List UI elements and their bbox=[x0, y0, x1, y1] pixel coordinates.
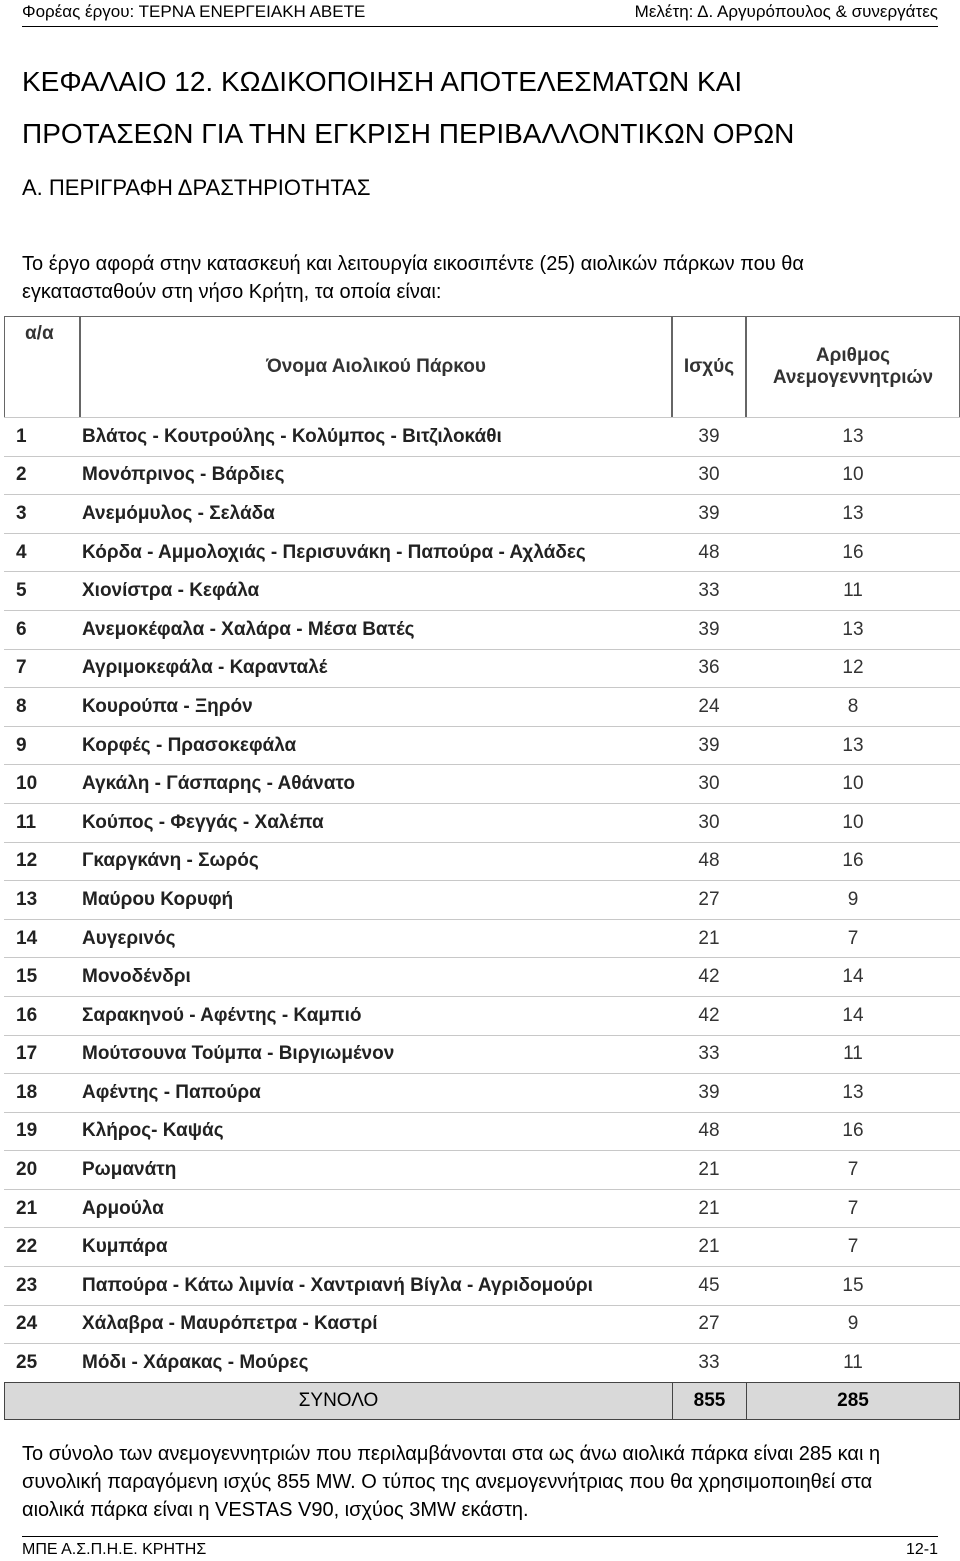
cell-name: Σαρακηνού - Αφέντης - Καμπιό bbox=[80, 996, 672, 1035]
cell-num: 15 bbox=[4, 957, 80, 996]
cell-num: 18 bbox=[4, 1073, 80, 1112]
cell-turbines: 16 bbox=[746, 533, 960, 572]
cell-num: 12 bbox=[4, 842, 80, 881]
cell-turbines: 14 bbox=[746, 957, 960, 996]
cell-name: Μούτσουνα Τούμπα - Βιργιωμένον bbox=[80, 1035, 672, 1074]
footer-document: ΜΠΕ Α.Σ.Π.Η.Ε. ΚΡΗΤΗΣ bbox=[22, 1541, 207, 1558]
cell-num: 6 bbox=[4, 610, 80, 649]
cell-num: 7 bbox=[4, 649, 80, 688]
study-info bbox=[635, 0, 938, 24]
header-divider bbox=[22, 26, 938, 27]
cell-turbines: 13 bbox=[746, 610, 960, 649]
table-row bbox=[4, 1343, 960, 1382]
header-num: α/α bbox=[4, 316, 80, 417]
table-row bbox=[4, 996, 960, 1035]
cell-name: Βλάτος - Κουτρούλης - Κολύμπος - Βιτζιλοκάθι bbox=[80, 417, 672, 456]
cell-power: 39 bbox=[672, 417, 746, 456]
cell-power: 27 bbox=[672, 880, 746, 919]
cell-name: Χάλαβρα - Μαυρόπετρα - Καστρί bbox=[80, 1305, 672, 1344]
cell-turbines: 12 bbox=[746, 649, 960, 688]
cell-num: 10 bbox=[4, 764, 80, 803]
cell-turbines: 11 bbox=[746, 1035, 960, 1074]
cell-name: Κυμπάρα bbox=[80, 1227, 672, 1266]
cell-num: 17 bbox=[4, 1035, 80, 1074]
cell-num: 21 bbox=[4, 1189, 80, 1228]
cell-power: 27 bbox=[672, 1305, 746, 1344]
cell-turbines: 13 bbox=[746, 494, 960, 533]
table-row bbox=[4, 880, 960, 919]
cell-turbines: 11 bbox=[746, 1343, 960, 1382]
summary-paragraph: Το σύνολο των ανεμογεννητριών που περιλαμβάνονται στα ως άνω αιολικά πάρκα είναι 285 και η συνολική παραγόμενη ισχύς 855 MW. Ο τύπος της ανεμογεννήτριας που θα χρησιμοποιηθεί στα αιολικά πάρκα είναι η VESTAS V90, ισχύος 3MW εκάστη. bbox=[22, 1443, 881, 1521]
cell-name: Παπούρα - Κάτω λιμνία - Χαντριανή Βίγλα - Αγριδομούρι bbox=[80, 1266, 672, 1305]
cell-power: 39 bbox=[672, 494, 746, 533]
client-label: Φορέας έργου: bbox=[22, 2, 135, 21]
cell-turbines: 9 bbox=[746, 1305, 960, 1344]
cell-turbines: 7 bbox=[746, 1227, 960, 1266]
cell-name: Κουρούπα - Ξηρόν bbox=[80, 687, 672, 726]
cell-name: Κορφές - Πρασοκεφάλα bbox=[80, 726, 672, 765]
total-label: ΣΥΝΟΛΟ bbox=[4, 1382, 672, 1420]
chapter-title-line-1: ΚΕΦΑΛΑΙΟ 12. ΚΩΔΙΚΟΠΟΙΗΣΗ ΑΠΟΤΕΛΕΣΜΑΤΩΝ ΚΑΙ bbox=[22, 66, 743, 97]
cell-name: Αρμούλα bbox=[80, 1189, 672, 1228]
total-row bbox=[4, 1382, 960, 1420]
cell-power: 48 bbox=[672, 842, 746, 881]
cell-power: 30 bbox=[672, 456, 746, 495]
cell-turbines: 14 bbox=[746, 996, 960, 1035]
cell-num: 4 bbox=[4, 533, 80, 572]
table-row bbox=[4, 649, 960, 688]
table-row bbox=[4, 919, 960, 958]
table-row bbox=[4, 1073, 960, 1112]
cell-num: 5 bbox=[4, 571, 80, 610]
table-row bbox=[4, 1112, 960, 1151]
cell-turbines: 15 bbox=[746, 1266, 960, 1305]
chapter-title bbox=[22, 56, 938, 160]
header-turbines-line-1: Αριθμος bbox=[815, 345, 891, 366]
wind-parks-table bbox=[4, 316, 960, 1420]
cell-turbines: 8 bbox=[746, 687, 960, 726]
cell-power: 24 bbox=[672, 687, 746, 726]
table-row bbox=[4, 1150, 960, 1189]
cell-turbines: 10 bbox=[746, 456, 960, 495]
cell-num: 16 bbox=[4, 996, 80, 1035]
cell-num: 24 bbox=[4, 1305, 80, 1344]
header-power: Ισχύς bbox=[672, 316, 746, 417]
table-row bbox=[4, 726, 960, 765]
client-info bbox=[22, 0, 365, 24]
client-value: ΤΕΡΝΑ ΕΝΕΡΓΕΙΑΚΗ ΑΒΕΤΕ bbox=[138, 2, 366, 21]
cell-num: 1 bbox=[4, 417, 80, 456]
study-label: Μελέτη: bbox=[634, 2, 694, 21]
cell-num: 20 bbox=[4, 1150, 80, 1189]
cell-turbines: 13 bbox=[746, 726, 960, 765]
table-row bbox=[4, 610, 960, 649]
cell-name: Μονόπρινος - Βάρδιες bbox=[80, 456, 672, 495]
cell-num: 9 bbox=[4, 726, 80, 765]
cell-turbines: 13 bbox=[746, 1073, 960, 1112]
cell-name: Γκαργκάνη - Σωρός bbox=[80, 842, 672, 881]
cell-name: Αφέντης - Παπούρα bbox=[80, 1073, 672, 1112]
cell-name: Ανεμόμυλος - Σελάδα bbox=[80, 494, 672, 533]
cell-num: 14 bbox=[4, 919, 80, 958]
table-row bbox=[4, 1035, 960, 1074]
cell-name: Κόρδα - Αμμολοχιάς - Περισυνάκη - Παπούρα - Αχλάδες bbox=[80, 533, 672, 572]
table-row bbox=[4, 1305, 960, 1344]
cell-name: Αυγερινός bbox=[80, 919, 672, 958]
cell-num: 2 bbox=[4, 456, 80, 495]
study-value: Δ. Αργυρόπουλος & συνεργάτες bbox=[697, 2, 938, 21]
table-row bbox=[4, 1266, 960, 1305]
cell-turbines: 16 bbox=[746, 842, 960, 881]
cell-power: 42 bbox=[672, 996, 746, 1035]
page-header bbox=[22, 0, 938, 26]
cell-num: 8 bbox=[4, 687, 80, 726]
table-row bbox=[4, 957, 960, 996]
cell-power: 21 bbox=[672, 1150, 746, 1189]
section-title: Α. ΠΕΡΙΓΡΑΦΗ ΔΡΑΣΤΗΡΙΟΤΗΤΑΣ bbox=[22, 175, 371, 200]
cell-name: Μόδι - Χάρακας - Μούρες bbox=[80, 1343, 672, 1382]
cell-turbines: 7 bbox=[746, 919, 960, 958]
cell-turbines: 7 bbox=[746, 1150, 960, 1189]
cell-power: 33 bbox=[672, 571, 746, 610]
cell-power: 42 bbox=[672, 957, 746, 996]
cell-power: 48 bbox=[672, 1112, 746, 1151]
cell-power: 21 bbox=[672, 1189, 746, 1228]
chapter-title-line-2: ΠΡΟΤΑΣΕΩΝ ΓΙΑ ΤΗΝ ΕΓΚΡΙΣΗ ΠΕΡΙΒΑΛΛΟΝΤΙΚΩΝ ΟΡΩΝ bbox=[22, 118, 795, 149]
cell-turbines: 10 bbox=[746, 764, 960, 803]
cell-num: 3 bbox=[4, 494, 80, 533]
cell-power: 33 bbox=[672, 1343, 746, 1382]
cell-name: Ανεμοκέφαλα - Χαλάρα - Μέσα Βατές bbox=[80, 610, 672, 649]
cell-name: Κούπος - Φεγγάς - Χαλέπα bbox=[80, 803, 672, 842]
total-turbines: 285 bbox=[746, 1382, 960, 1420]
page-number: 12-1 bbox=[905, 1541, 938, 1558]
cell-name: Αγκάλη - Γάσπαρης - Αθάνατο bbox=[80, 764, 672, 803]
cell-power: 30 bbox=[672, 803, 746, 842]
cell-num: 13 bbox=[4, 880, 80, 919]
page-footer bbox=[22, 1536, 938, 1559]
cell-power: 39 bbox=[672, 726, 746, 765]
table-row bbox=[4, 803, 960, 842]
cell-name: Αγριμοκεφάλα - Καρανταλέ bbox=[80, 649, 672, 688]
cell-name: Μονοδένδρι bbox=[80, 957, 672, 996]
cell-num: 19 bbox=[4, 1112, 80, 1151]
cell-turbines: 13 bbox=[746, 417, 960, 456]
cell-num: 22 bbox=[4, 1227, 80, 1266]
table-row bbox=[4, 687, 960, 726]
cell-turbines: 7 bbox=[746, 1189, 960, 1228]
table-body bbox=[4, 417, 960, 1382]
table-row bbox=[4, 456, 960, 495]
cell-name: Ρωμανάτη bbox=[80, 1150, 672, 1189]
cell-num: 25 bbox=[4, 1343, 80, 1382]
table-row bbox=[4, 533, 960, 572]
table-row bbox=[4, 1189, 960, 1228]
cell-power: 21 bbox=[672, 919, 746, 958]
header-name: Όνομα Αιολικού Πάρκου bbox=[80, 316, 672, 417]
table-row bbox=[4, 842, 960, 881]
cell-power: 33 bbox=[672, 1035, 746, 1074]
table-header-row bbox=[4, 316, 960, 417]
intro-paragraph: Το έργο αφορά στην κατασκευή και λειτουργία εικοσιπέντε (25) αιολικών πάρκων που θα εγκατασταθούν στη νήσο Κρήτη, τα οποία είναι: bbox=[22, 253, 804, 303]
total-power: 855 bbox=[672, 1382, 746, 1420]
header-turbines-line-2: Ανεμογεννητριών bbox=[772, 367, 934, 388]
cell-power: 21 bbox=[672, 1227, 746, 1266]
cell-power: 39 bbox=[672, 1073, 746, 1112]
cell-name: Κλήρος- Καψάς bbox=[80, 1112, 672, 1151]
cell-power: 39 bbox=[672, 610, 746, 649]
cell-turbines: 11 bbox=[746, 571, 960, 610]
table-row bbox=[4, 417, 960, 456]
cell-power: 36 bbox=[672, 649, 746, 688]
cell-turbines: 10 bbox=[746, 803, 960, 842]
cell-turbines: 16 bbox=[746, 1112, 960, 1151]
table-row bbox=[4, 571, 960, 610]
cell-power: 48 bbox=[672, 533, 746, 572]
cell-turbines: 9 bbox=[746, 880, 960, 919]
cell-name: Χιονίστρα - Κεφάλα bbox=[80, 571, 672, 610]
table-row bbox=[4, 764, 960, 803]
table-row bbox=[4, 494, 960, 533]
cell-power: 30 bbox=[672, 764, 746, 803]
header-turbines bbox=[746, 316, 960, 417]
table-row bbox=[4, 1227, 960, 1266]
cell-power: 45 bbox=[672, 1266, 746, 1305]
cell-num: 23 bbox=[4, 1266, 80, 1305]
cell-num: 11 bbox=[4, 803, 80, 842]
cell-name: Μαύρου Κορυφή bbox=[80, 880, 672, 919]
